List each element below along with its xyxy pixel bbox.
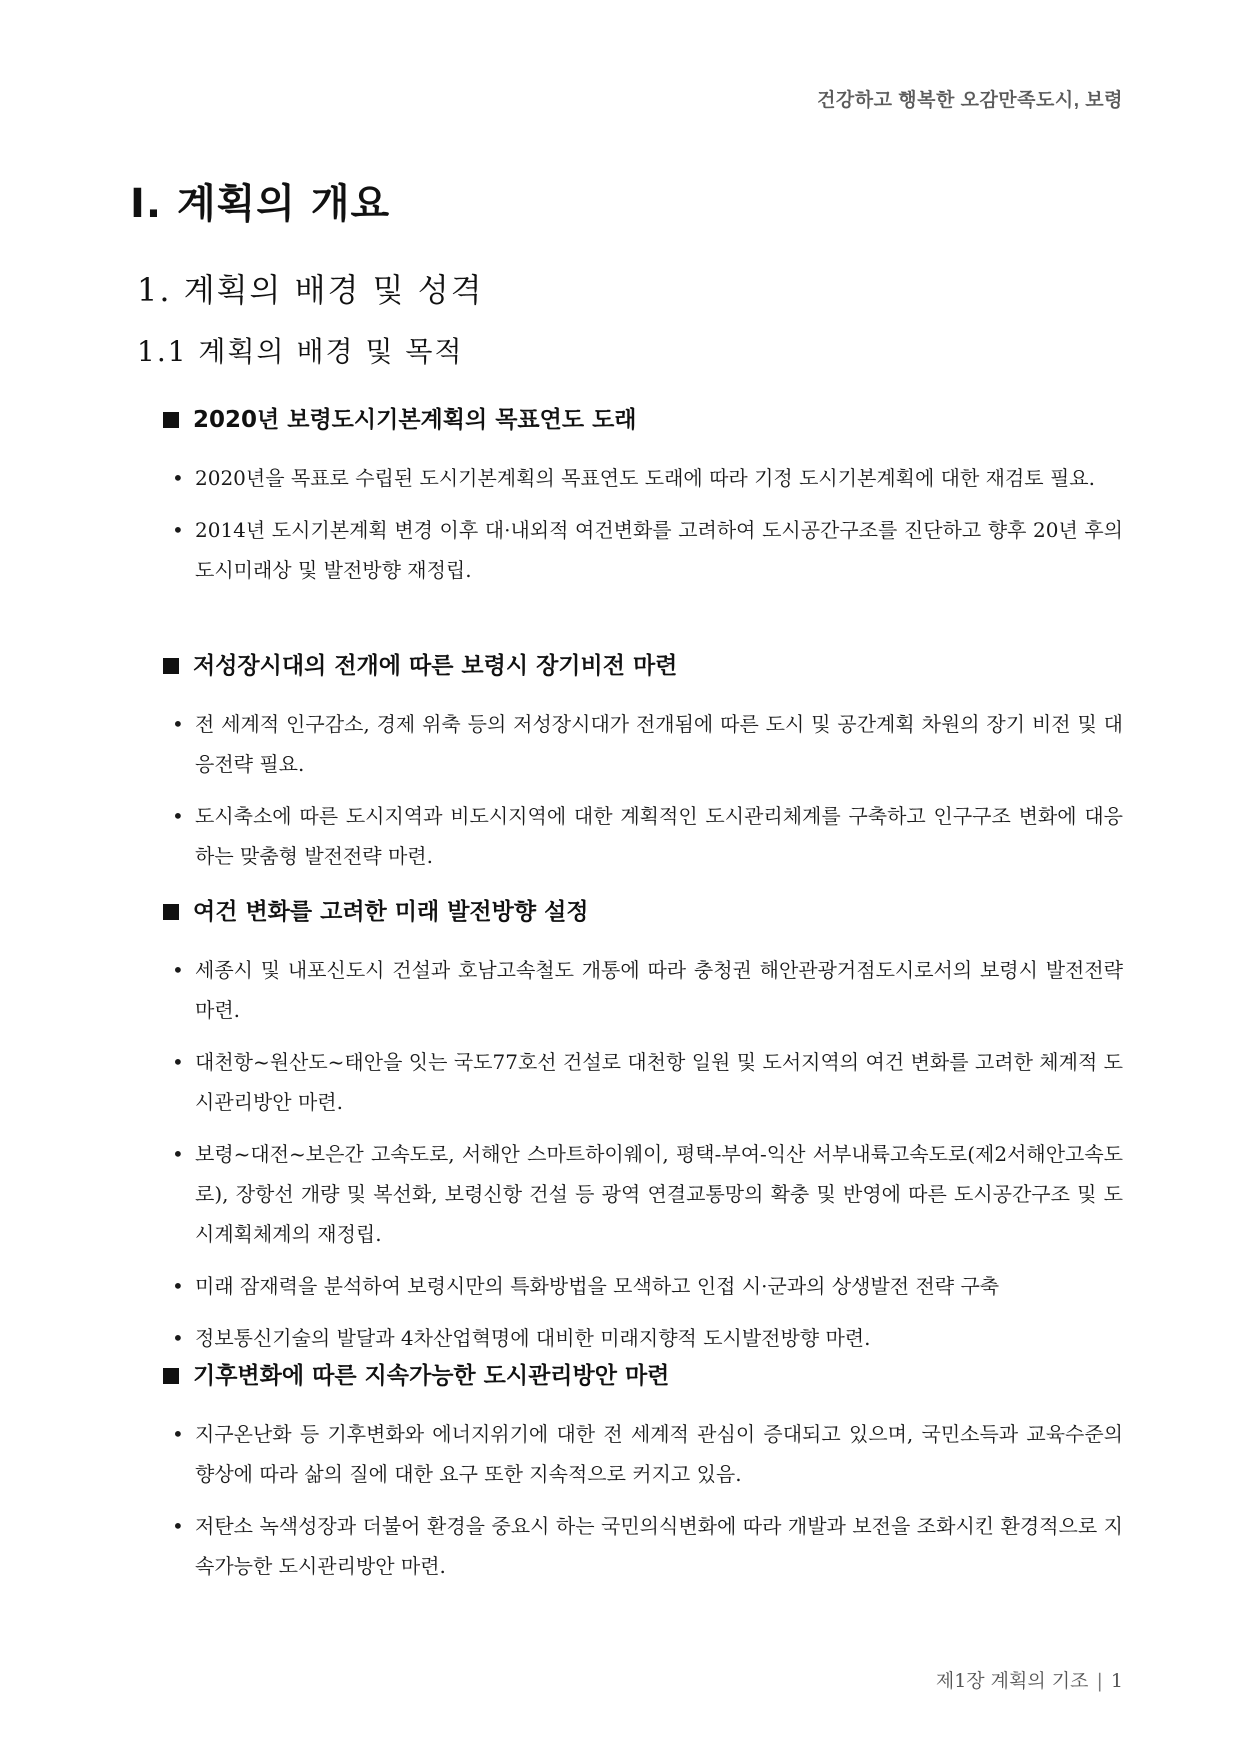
- square-bullet-icon: [163, 1368, 179, 1384]
- list-item: [163, 1414, 1123, 1494]
- list-item: [163, 1266, 1123, 1306]
- list-item: [163, 458, 1123, 498]
- section-title: 1. 계획의 배경 및 성격: [137, 271, 484, 309]
- bullet-dot-icon: •: [172, 804, 184, 828]
- bullet-dot-icon: •: [172, 958, 184, 982]
- topic-heading-text: 기후변화에 따른 지속가능한 도시관리방안 마련: [193, 1363, 670, 1389]
- list-item: [163, 1134, 1123, 1254]
- list-item-text: 보령~대전~보은간 고속도로, 서해안 스마트하이웨이, 평택-부여-익산 서부내륙고속도로(제2서해안고속도로), 장항선 개량 및 복선화, 보령신항 건설 등 광역 연결교통망의 확충 및 반영에 따른 도시공간구조 및 도시계획체계의 재정립.: [195, 1142, 1123, 1246]
- topic-long-term-vision: [163, 646, 1123, 888]
- topic-heading: [163, 400, 1123, 440]
- list-item-text: 도시축소에 따른 도시지역과 비도시지역에 대한 계획적인 도시관리체계를 구축하고 인구구조 변화에 대응하는 맞춤형 발전전략 마련.: [195, 804, 1123, 868]
- topic-heading: [163, 646, 1123, 686]
- bullet-dot-icon: •: [172, 1050, 184, 1074]
- list-item-text: 미래 잠재력을 분석하여 보령시만의 특화방법을 모색하고 인접 시·군과의 상생발전 전략 구축: [195, 1274, 1000, 1298]
- topic-heading: [163, 892, 1123, 932]
- bullet-dot-icon: •: [172, 466, 184, 490]
- list-item-text: 전 세계적 인구감소, 경제 위축 등의 저성장시대가 전개됨에 따른 도시 및 공간계획 차원의 장기 비전 및 대응전략 필요.: [195, 712, 1123, 776]
- list-item-text: 2020년을 목표로 수립된 도시기본계획의 목표연도 도래에 따라 기정 도시기본계획에 대한 재검토 필요.: [195, 466, 1095, 490]
- list-item: [163, 1318, 1123, 1358]
- list-item: [163, 950, 1123, 1030]
- list-item: [163, 1506, 1123, 1586]
- topic-future-direction: [163, 892, 1123, 1370]
- list-item-text: 지구온난화 등 기후변화와 에너지위기에 대한 전 세계적 관심이 증대되고 있으며, 국민소득과 교육수준의 향상에 따라 삶의 질에 대한 요구 또한 지속적으로 커지고 있음.: [195, 1422, 1123, 1486]
- footer-chapter: 제1장 계획의 기조: [935, 1670, 1089, 1692]
- list-item: [163, 510, 1123, 590]
- bullet-dot-icon: •: [172, 1326, 184, 1350]
- square-bullet-icon: [163, 658, 179, 674]
- bullet-dot-icon: •: [172, 518, 184, 542]
- list-item-text: 대천항~원산도~태안을 잇는 국도77호선 건설로 대천항 일원 및 도서지역의 여건 변화를 고려한 체계적 도시관리방안 마련.: [195, 1050, 1123, 1114]
- square-bullet-icon: [163, 412, 179, 428]
- topic-target-year: [163, 400, 1123, 602]
- list-item-text: 2014년 도시기본계획 변경 이후 대·내외적 여건변화를 고려하여 도시공간구조를 진단하고 향후 20년 후의 도시미래상 및 발전방향 재정립.: [195, 518, 1123, 582]
- chapter-title: Ⅰ. 계획의 개요: [130, 181, 391, 227]
- bullet-dot-icon: •: [172, 712, 184, 736]
- page-number: 1: [1110, 1670, 1123, 1692]
- bullet-dot-icon: •: [172, 1142, 184, 1166]
- topic-climate-change: [163, 1356, 1123, 1598]
- bullet-dot-icon: •: [172, 1514, 184, 1538]
- bullet-dot-icon: •: [172, 1422, 184, 1446]
- subsection-title: 1.1 계획의 배경 및 목적: [137, 335, 464, 368]
- topic-heading-text: 2020년 보령도시기본계획의 목표연도 도래: [193, 407, 637, 433]
- list-item: [163, 704, 1123, 784]
- list-item-text: 세종시 및 내포신도시 건설과 호남고속철도 개통에 따라 충청권 해안관광거점도시로서의 보령시 발전전략 마련.: [195, 958, 1123, 1022]
- topic-heading: [163, 1356, 1123, 1396]
- topic-heading-text: 여건 변화를 고려한 미래 발전방향 설정: [193, 899, 589, 925]
- page-footer: [936, 1666, 1123, 1693]
- square-bullet-icon: [163, 904, 179, 920]
- topic-heading-text: 저성장시대의 전개에 따른 보령시 장기비전 마련: [193, 653, 678, 679]
- list-item-text: 저탄소 녹색성장과 더불어 환경을 중요시 하는 국민의식변화에 따라 개발과 보전을 조화시킨 환경적으로 지속가능한 도시관리방안 마련.: [195, 1514, 1123, 1578]
- running-header: 건강하고 행복한 오감만족도시, 보령: [817, 90, 1123, 111]
- footer-separator: |: [1096, 1670, 1103, 1692]
- list-item-text: 정보통신기술의 발달과 4차산업혁명에 대비한 미래지향적 도시발전방향 마련.: [195, 1326, 871, 1350]
- list-item: [163, 796, 1123, 876]
- list-item: [163, 1042, 1123, 1122]
- bullet-dot-icon: •: [172, 1274, 184, 1298]
